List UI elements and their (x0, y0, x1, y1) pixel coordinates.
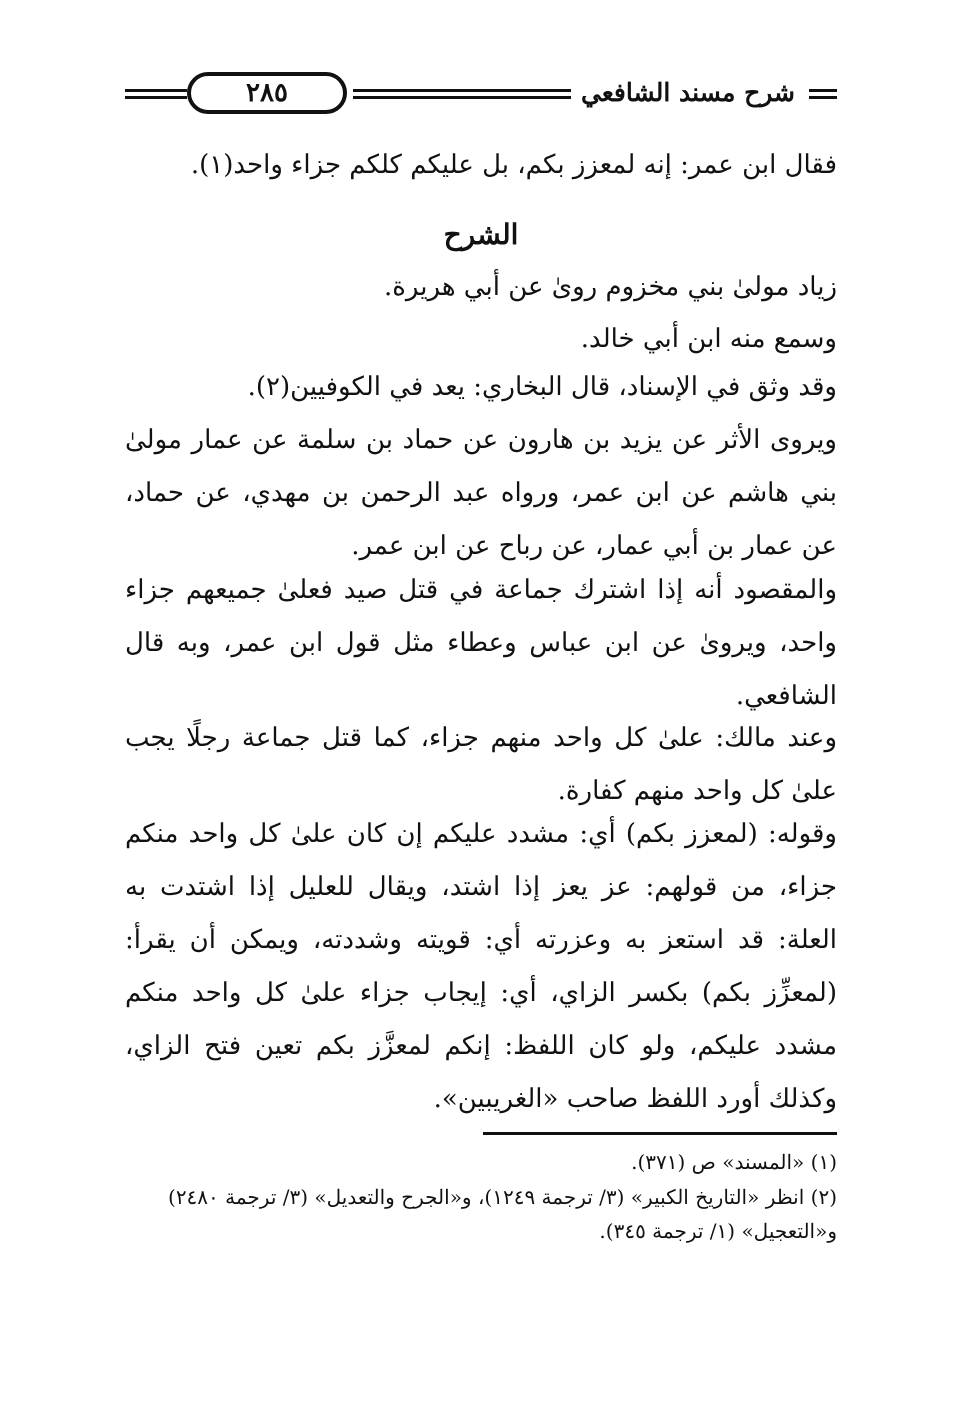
footnote-1: (١) «المسند» ص (٣٧١). (631, 1150, 837, 1174)
paragraph-qawluhu: وقوله: (لمعزز بكم) أي: مشدد عليكم إن كان علىٰ كل واحد منكم جزاء، من قولهم: عز يعز إذا اشتد، ويقال للعليل إذا اشتدت به العلة: قد استعز به وعزرته أي: قويته وشددته، ويمكن أن يقرأ: (لمعزِّز بكم) بكسر الزاي، أي: إيجاب جزاء علىٰ كل واحد منكم مشدد عليكم، ولو كان اللفظ: إنكم لمعزَّز بكم تعين فتح الزاي، وكذلك أورد اللفظ صاحب «الغريبين». (125, 819, 837, 1114)
page-number-badge (187, 72, 347, 114)
reliability-line: وقد وثق في الإسناد، قال البخاري: يعد في الكوفيين(٢). (247, 372, 837, 402)
narrator-line: زياد مولىٰ بني مخزوم روىٰ عن أبي هريرة. (384, 272, 837, 302)
paragraph-athar: ويروى الأثر عن يزيد بن هارون عن حماد بن سلمة عن عمار مولىٰ بني هاشم عن ابن عمر، ورواه عبد الرحمن بن مهدي، عن حماد، عن عمار بن أبي عمار، عن رباح عن ابن عمر. (125, 425, 837, 561)
running-title: شرح مسند الشافعي (581, 78, 795, 107)
footnote-separator (483, 1132, 837, 1135)
header-rule-left (125, 88, 187, 102)
heard-line: وسمع منه ابن أبي خالد. (580, 324, 837, 354)
section-heading: الشرح (443, 218, 519, 251)
header-rule-middle (353, 88, 571, 102)
page-header (125, 68, 837, 124)
footnote-2: (٢) انظر «التاريخ الكبير» (٣/ ترجمة ١٢٤٩)، و«الجرح والتعديل» (٣/ ترجمة ٢٤٨٠) و«التعجيل» (١/ ترجمة ٣٤٥). (168, 1185, 837, 1243)
paragraph-malik: وعند مالك: علىٰ كل واحد منهم جزاء، كما قتل جماعة رجلًا يجب علىٰ كل واحد منهم كفارة. (125, 723, 837, 806)
paragraph-maqsud: والمقصود أنه إذا اشترك جماعة في قتل صيد فعلىٰ جميعهم جزاء واحد، ويروىٰ عن ابن عباس وعطاء مثل قول ابن عمر، وبه قال الشافعي. (125, 575, 837, 711)
page-number: ٢٨٥ (246, 78, 288, 108)
header-rule-right (809, 88, 837, 102)
quote-line: فقال ابن عمر: إنه لمعزز بكم، بل عليكم كلكم جزاء واحد(١). (190, 150, 837, 180)
